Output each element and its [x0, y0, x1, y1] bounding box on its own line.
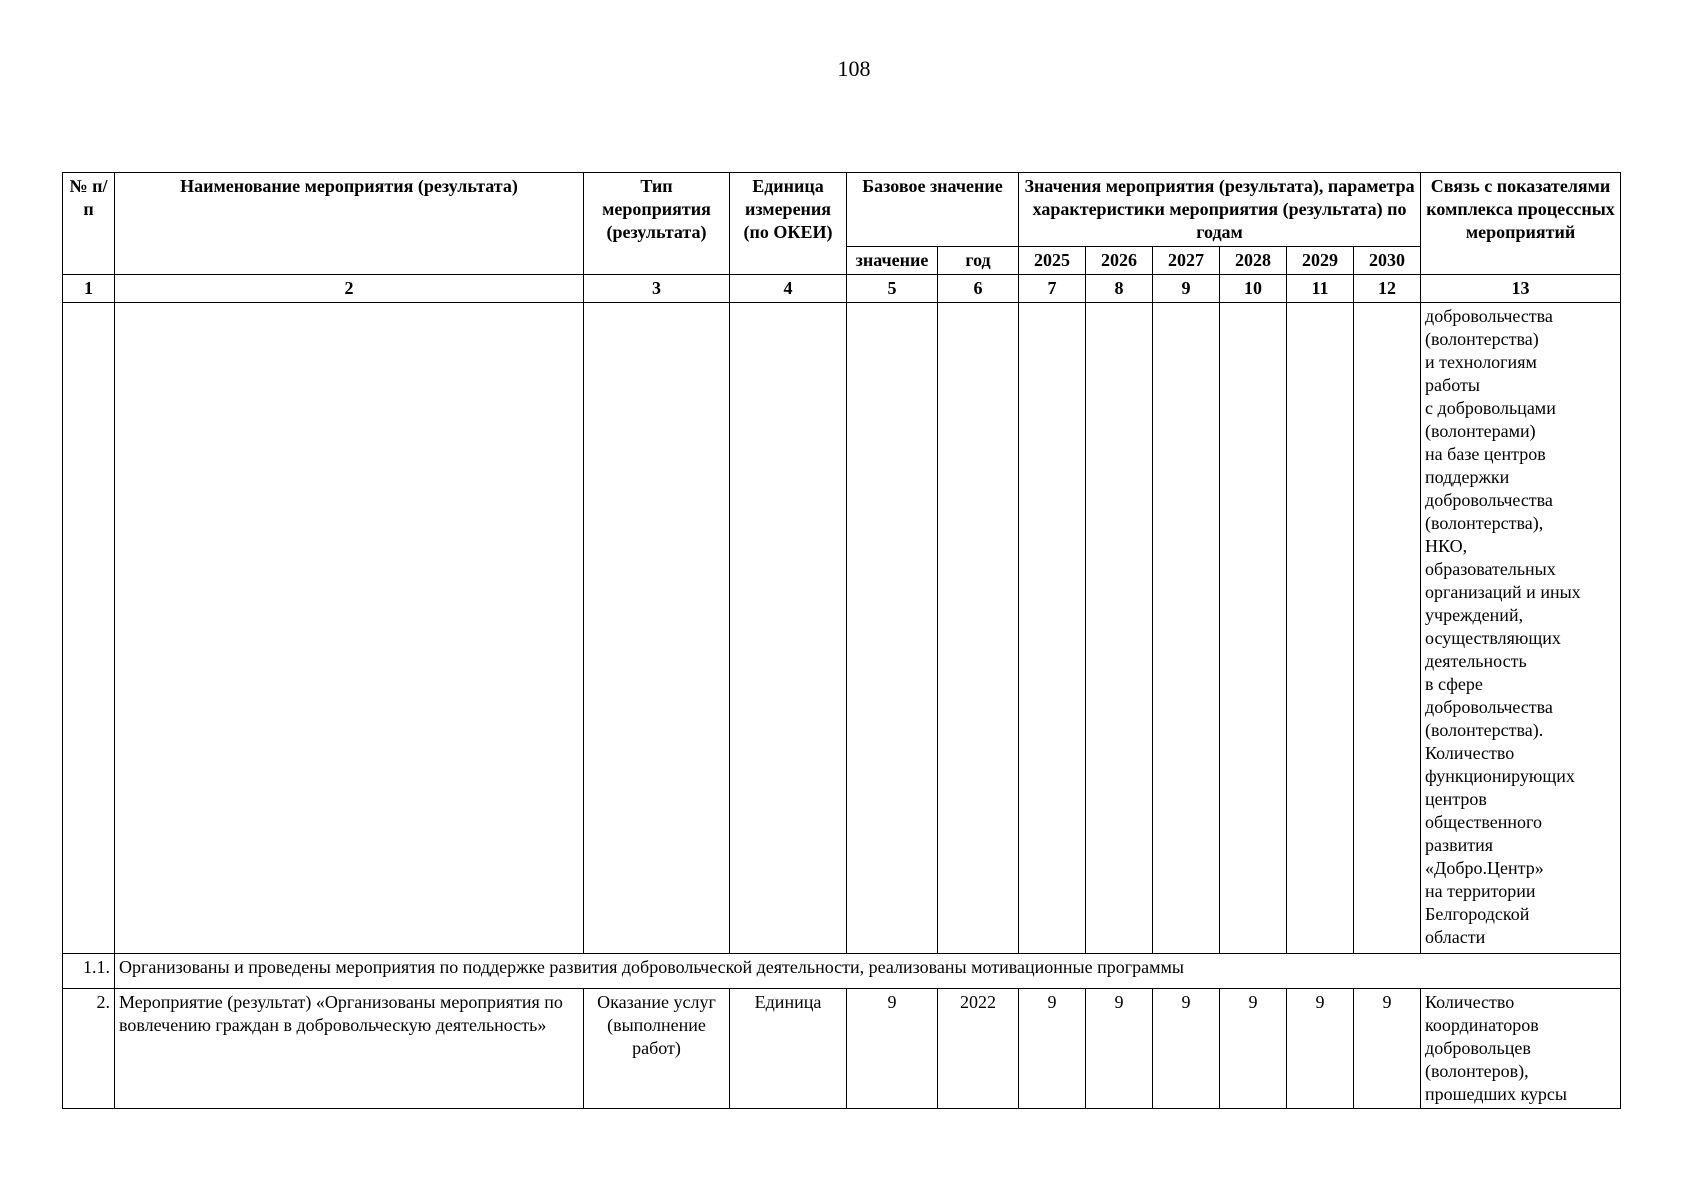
header-base-year: год — [938, 247, 1019, 275]
empty-cell — [1019, 303, 1086, 954]
column-number: 13 — [1421, 275, 1621, 303]
column-number: 9 — [1153, 275, 1220, 303]
section-number: 1.1. — [63, 954, 115, 989]
year-value: 9 — [1153, 989, 1220, 1109]
continuation-row — [63, 303, 1621, 954]
section-title: Организованы и проведены мероприятия по поддержке развития добровольческой деятельности, реализованы мотивационные программы — [115, 954, 1621, 989]
base-value: 9 — [847, 989, 938, 1109]
activity-unit: Единица — [730, 989, 847, 1109]
header-number: № п/п — [63, 173, 115, 275]
column-number: 12 — [1354, 275, 1421, 303]
header-name: Наименование мероприятия (результата) — [115, 173, 584, 275]
header-year: 2028 — [1220, 247, 1287, 275]
page-number: 108 — [837, 56, 871, 81]
activity-row — [63, 989, 1621, 1109]
column-number: 2 — [115, 275, 584, 303]
empty-cell — [1153, 303, 1220, 954]
header-unit: Единица измерения (по ОКЕИ) — [730, 173, 847, 275]
year-value: 9 — [1287, 989, 1354, 1109]
empty-cell — [115, 303, 584, 954]
header-year: 2030 — [1354, 247, 1421, 275]
column-number: 4 — [730, 275, 847, 303]
activity-type: Оказание услуг (выполнение работ) — [584, 989, 730, 1109]
header-row-1 — [63, 173, 1621, 247]
column-number: 6 — [938, 275, 1019, 303]
column-number: 11 — [1287, 275, 1354, 303]
empty-cell — [730, 303, 847, 954]
empty-cell — [584, 303, 730, 954]
header-values: Значения мероприятия (результата), параметра характеристики мероприятия (результата) по годам — [1019, 173, 1421, 247]
header-year: 2027 — [1153, 247, 1220, 275]
empty-cell — [938, 303, 1019, 954]
column-number: 5 — [847, 275, 938, 303]
year-value: 9 — [1220, 989, 1287, 1109]
activities-table — [62, 172, 1621, 1109]
activity-name: Мероприятие (результат) «Организованы мероприятия по вовлечению граждан в добровольческую деятельность» — [115, 989, 584, 1109]
empty-cell — [1287, 303, 1354, 954]
column-numbers-row — [63, 275, 1621, 303]
row-number: 2. — [63, 989, 115, 1109]
year-value: 9 — [1019, 989, 1086, 1109]
empty-cell — [63, 303, 115, 954]
header-base: Базовое значение — [847, 173, 1019, 247]
year-value: 9 — [1354, 989, 1421, 1109]
column-number: 8 — [1086, 275, 1153, 303]
header-year: 2026 — [1086, 247, 1153, 275]
header-year: 2029 — [1287, 247, 1354, 275]
column-number: 3 — [584, 275, 730, 303]
link-cell: Количество координаторов добровольцев (волонтеров), прошедших курсы — [1421, 989, 1621, 1109]
link-cell: добровольчества (волонтерства) и технологиям работы с добровольцами (волонтерами) на базе центров поддержки добровольчества (волонтерства), НКО, образовательных организаций и иных учреждений, осуществляющих деятельность в сфере добровольчества (волонтерства). Количество функционирующих центров общественного развития «Добро.Центр» на территории Белгородской области — [1421, 303, 1621, 954]
header-year: 2025 — [1019, 247, 1086, 275]
column-number: 7 — [1019, 275, 1086, 303]
column-number: 1 — [63, 275, 115, 303]
header-link: Связь с показателями комплекса процессных мероприятий — [1421, 173, 1621, 275]
header-type: Тип мероприятия (результата) — [584, 173, 730, 275]
empty-cell — [1220, 303, 1287, 954]
header-base-value: значение — [847, 247, 938, 275]
empty-cell — [1086, 303, 1153, 954]
column-number: 10 — [1220, 275, 1287, 303]
empty-cell — [847, 303, 938, 954]
empty-cell — [1354, 303, 1421, 954]
base-year: 2022 — [938, 989, 1019, 1109]
year-value: 9 — [1086, 989, 1153, 1109]
section-row — [63, 954, 1621, 989]
